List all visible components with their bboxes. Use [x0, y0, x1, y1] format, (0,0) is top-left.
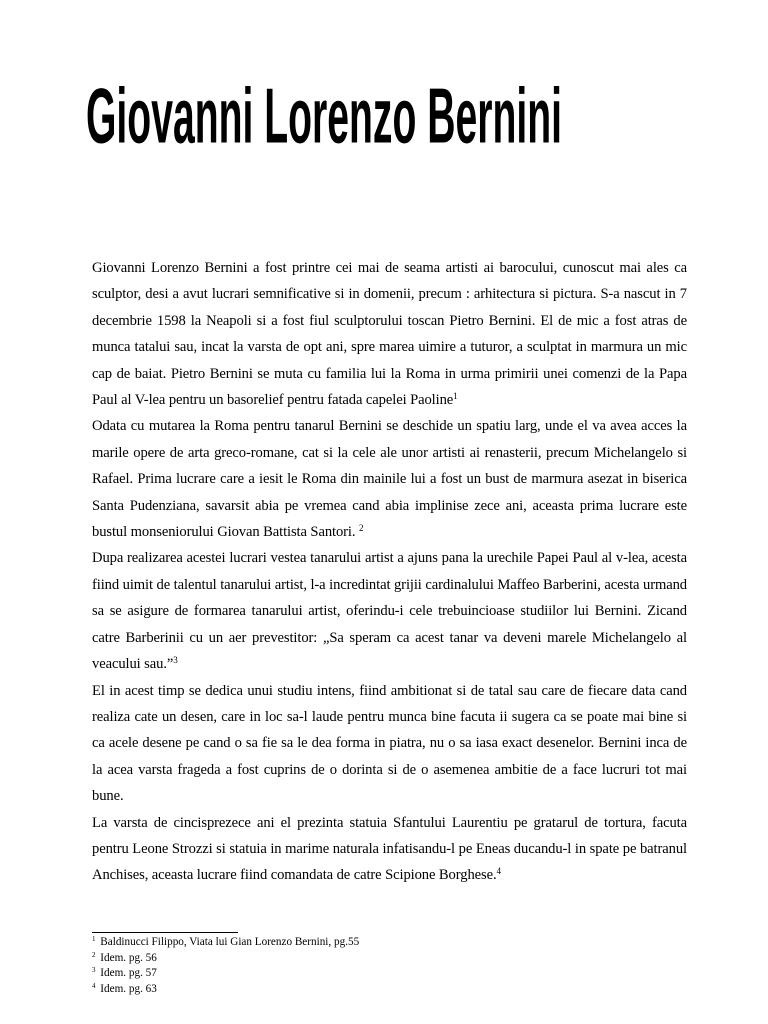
paragraph — [92, 255, 687, 413]
paragraph — [92, 413, 687, 545]
paragraph — [92, 678, 687, 810]
title-wordart — [86, 72, 562, 159]
footnote-number: 2 — [92, 950, 96, 959]
footnote-item — [92, 935, 682, 951]
footnote-text: Baldinucci Filippo, Viata lui Gian Lorenzo Bernini, pg.55 — [97, 936, 360, 948]
paragraph — [92, 810, 687, 889]
footnote-ref: 3 — [173, 655, 178, 666]
footnote-number: 3 — [92, 966, 96, 975]
page-title — [86, 72, 572, 174]
article-body — [92, 255, 687, 889]
footnote-divider — [92, 932, 238, 933]
footnote-item — [92, 982, 682, 998]
footnotes — [92, 935, 682, 997]
paragraph-text: El in acest timp se dedica unui studiu intens, fiind ambitionat si de tatal sau care de fiecare data cand realiza cate un desen, care in loc sa-l laude pentru munca bine facuta ii sugera ca se poate mai bine si ca acele desene pe cand o sa fie sa le dea forma in piatra, nu o sa iasa exact desenelor. Bernini inca de la acea varsta frageda a fost cuprins de o dorinta si de o asemenea ambitie de a face lucruri tot mai bune. — [92, 682, 687, 805]
footnote-text: Idem. pg. 63 — [97, 982, 157, 995]
paragraph-text: Giovanni Lorenzo Bernini a fost printre cei mai de seama artisti ai barocului, cunoscut mai ales ca sculptor, desi a avut lucrari semnificative si in domenii, precum : arhitectura si pictura. S-a nascut in 7 decembrie 1598 la Neapoli si a fost fiul sculptorului toscan Pietro Bernini. El de mic a fost atras de munca tatalui sau, incat la varsta de opt ani, spre marea uimire a tuturor, a sculptat in marmura un mic cap de baiat. Pietro Bernini se muta cu familia lui la Roma in urma primirii unei comenzi de la Papa Paul al V-lea pentru un basorelief pentru fatada capelei Paoline — [92, 260, 687, 409]
footnote-text: Idem. pg. 56 — [97, 951, 157, 964]
footnote-text: Idem. pg. 57 — [97, 967, 157, 980]
footnote-ref: 2 — [359, 523, 364, 534]
footnote-ref: 4 — [496, 866, 501, 877]
paragraph — [92, 545, 687, 677]
footnote-ref: 1 — [453, 391, 458, 402]
footnote-number: 4 — [92, 981, 96, 990]
footnote-number: 1 — [92, 935, 96, 943]
footnote-item — [92, 966, 682, 982]
paragraph-text: Odata cu mutarea la Roma pentru tanarul Bernini se deschide un spatiu larg, unde el va avea acces la marile opere de arta greco-romane, cat si la cele ale unor artisti ai renasterii, precum Michelangelo si Rafael. Prima lucrare care a iesit le Roma din mainile lui a fost un bust de marmura asezat in biserica Santa Pudenziana, savarsit abia pe vremea cand abia implinise zece ani, aceasta prima lucrare este bustul monseniorului Giovan Battista Santori. — [92, 418, 687, 541]
title-text: Giovanni Lorenzo Bernini — [86, 72, 562, 160]
footnote-item — [92, 951, 682, 967]
paragraph-text: La varsta de cincisprezece ani el prezinta statuia Sfantului Laurentiu pe gratarul de tortura, facuta pentru Leone Strozzi si statuia in marime naturala infatisandu-l pe Eneas ducandu-l in spate pe batranul Anchises, aceasta lucrare fiind comandata de catre Scipione Borghese. — [92, 814, 687, 884]
paragraph-text: Dupa realizarea acestei lucrari vestea tanarului artist a ajuns pana la urechile Papei Paul al v-lea, acesta fiind uimit de talentul tanarului artist, l-a incredintat grijii cardinalului Maffeo Barberini, acesta urmand sa se asigure de formarea tanarului artist, oferindu-i cele trebuincioase studiilor lui Bernini. Zicand catre Barberinii cu un aer prevestitor: „Sa speram ca acest tanar va deveni marele Michelangelo al veacului sau.” — [92, 550, 687, 673]
